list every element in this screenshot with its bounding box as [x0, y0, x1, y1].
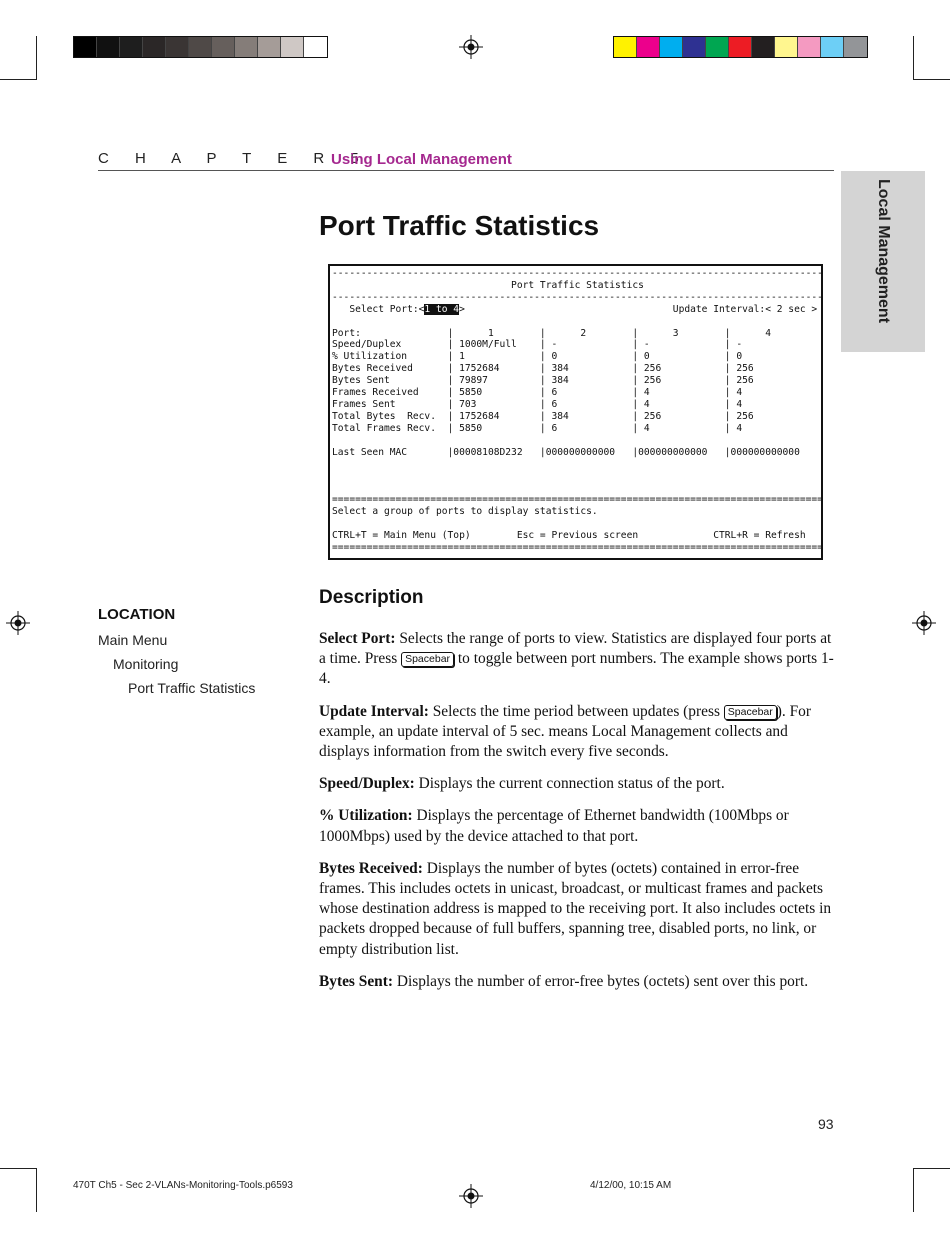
description-paragraph: Speed/Duplex: Displays the current connection status of the port.	[319, 775, 725, 793]
color-swatch	[660, 37, 683, 57]
term: Select Port:	[319, 630, 396, 647]
grayscale-swatch	[166, 37, 189, 57]
location-path-item: Monitoring	[113, 656, 179, 672]
grayscale-swatch	[97, 37, 120, 57]
color-swatch	[752, 37, 775, 57]
grayscale-calibration-bar	[73, 36, 328, 58]
registration-target-icon	[6, 611, 30, 635]
description-paragraph: Select Port: Selects the range of ports to view. Statistics are displayed four ports at a time. Press Spacebar to toggle between port numbers. The example shows ports 1-4.	[319, 630, 834, 688]
color-swatch	[844, 37, 867, 57]
page-title: Port Traffic Statistics	[319, 210, 600, 241]
description-heading: Description	[319, 587, 424, 608]
crop-mark	[914, 79, 950, 80]
color-swatch	[637, 37, 660, 57]
color-calibration-bar	[613, 36, 868, 58]
term: Update Interval:	[319, 702, 429, 720]
grayscale-swatch	[258, 37, 281, 57]
spacebar-key: Spacebar	[724, 705, 777, 720]
grayscale-swatch	[281, 37, 304, 57]
crop-mark	[0, 79, 36, 80]
registration-target-icon	[912, 611, 936, 635]
term: Bytes Sent:	[319, 972, 393, 990]
chapter-title: Using Local Management	[331, 151, 512, 168]
grayscale-swatch	[189, 37, 212, 57]
spacebar-key: Spacebar	[401, 652, 454, 667]
term: % Utilization:	[319, 807, 413, 825]
color-swatch	[821, 37, 844, 57]
location-path-item: Port Traffic Statistics	[128, 680, 256, 696]
grayscale-swatch	[304, 37, 327, 57]
header-rule	[98, 170, 834, 171]
crop-mark	[36, 1168, 37, 1212]
crop-mark	[913, 1168, 914, 1212]
description-paragraph: Bytes Received: Displays the number of bytes (octets) contained in error-free frames. This includes octets in unicast, broadcast, or multicast frames and packets whose destination address is mapped to the receiving port. It also includes octets in packets dropped because of full buffers, spanning tree, disabled ports, no link, or empty distribution list.	[319, 859, 832, 958]
color-swatch	[706, 37, 729, 57]
terminal-screen	[328, 264, 823, 560]
location-path-item: Main Menu	[98, 632, 168, 648]
registration-target-icon	[459, 35, 483, 59]
grayscale-swatch	[143, 37, 166, 57]
grayscale-swatch	[120, 37, 143, 57]
page-number: 93	[818, 1116, 834, 1132]
color-swatch	[729, 37, 752, 57]
footer-date: 4/12/00, 10:15 AM	[590, 1180, 672, 1191]
description-paragraph: % Utilization: Displays the percentage of Ethernet bandwidth (100Mbps or 1000Mbps) used by the device attached to that port.	[319, 807, 789, 845]
crop-mark	[913, 36, 914, 80]
color-swatch	[614, 37, 637, 57]
term: Speed/Duplex:	[319, 775, 415, 793]
color-swatch	[775, 37, 798, 57]
crop-mark	[0, 1168, 36, 1169]
side-tab	[841, 171, 925, 352]
grayscale-swatch	[235, 37, 258, 57]
grayscale-swatch	[212, 37, 235, 57]
description-paragraph: Bytes Sent: Displays the number of error-free bytes (octets) sent over this port.	[319, 972, 809, 990]
term: Bytes Received:	[319, 859, 423, 877]
description-paragraph: Update Interval: Selects the time period between updates (press Spacebar ). For example, an update interval of 5 sec. means Local Management collects and displays information from the switch every five seconds.	[319, 702, 811, 761]
description-body	[319, 629, 837, 1004]
grayscale-swatch	[74, 37, 97, 57]
color-swatch	[683, 37, 706, 57]
color-swatch	[798, 37, 821, 57]
terminal-text: ------------------------------------------------------------------------------------- Port Traffic Statistics ------------------------------------------------------------------------------------- Select Port:<1 to 4> Update Interval:< 2 sec > Port: | 1 | 2 | 3 | 4 Speed/Duplex | 1000M/Full | - | - | - % Utilization | 1 | 0 | 0 | 0 Bytes Received | 1752684 | 384 | 256 | 256 Bytes Sent | 79897 | 384 | 256 | 256 Frames Received | 5850 | 6 | 4 | 4 Frames Sent | 703 | 6 | 4 | 4 Total Bytes Recv. | 1752684 | 384 | 256 | 256 Total Frames Recv. | 5850 | 6 | 4 | 4 Last Seen MAC |00008108D232 |000000000000 |000000000000 |000000000000 ===================================================================================== Select a group of ports to display statistics. CTRL+T = Main Menu (Top) Esc = Previous screen CTRL+R = Refresh =====================================================================================	[332, 268, 823, 553]
footer-file-name: 470T Ch5 - Sec 2-VLANs-Monitoring-Tools.p6593	[73, 1180, 293, 1191]
location-heading: LOCATION	[98, 606, 176, 623]
registration-target-icon	[459, 1184, 483, 1208]
side-tab-label: Local Management	[875, 179, 892, 324]
crop-mark	[36, 36, 37, 80]
crop-mark	[914, 1168, 950, 1169]
chapter-label: C H A P T E R 5	[98, 150, 370, 167]
